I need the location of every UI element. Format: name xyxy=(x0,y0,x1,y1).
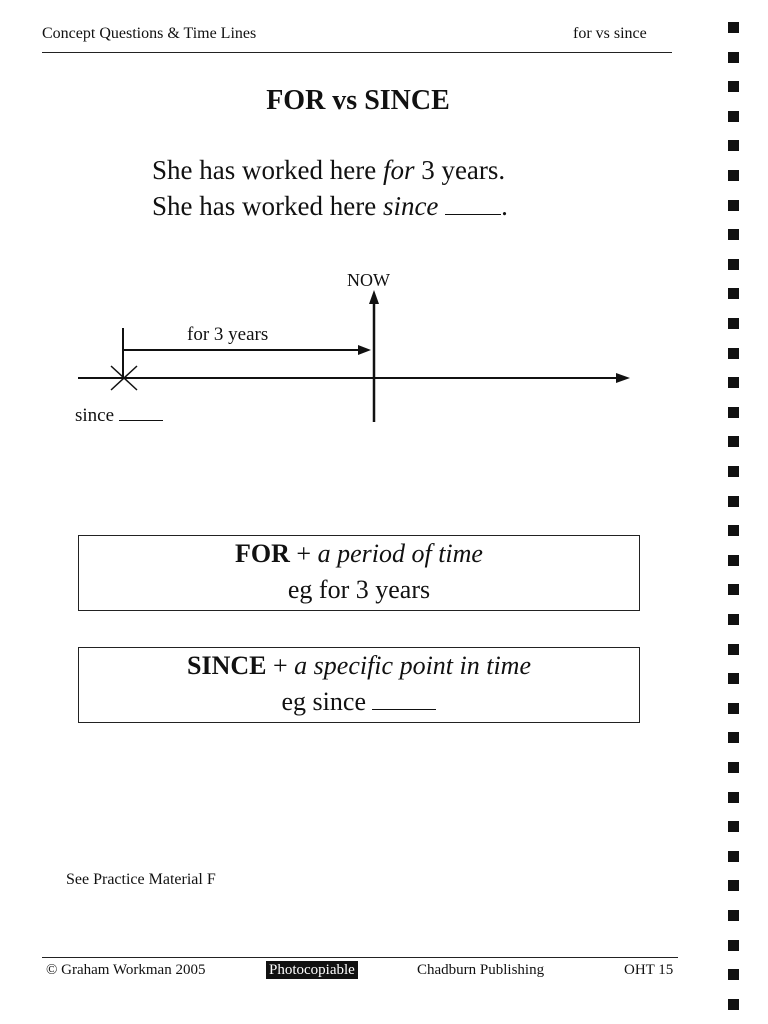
binding-hole xyxy=(728,111,739,122)
footer-page-id: OHT 15 xyxy=(624,962,674,978)
for-rule-plus: + xyxy=(289,539,318,568)
binding-hole xyxy=(728,81,739,92)
sentence-1-keyword: for xyxy=(382,155,415,185)
binding-hole xyxy=(728,673,739,684)
binding-hole xyxy=(728,140,739,151)
photocopiable-badge: Photocopiable xyxy=(266,961,358,979)
header-left: Concept Questions & Time Lines xyxy=(42,25,257,42)
binding-hole xyxy=(728,496,739,507)
binding-hole xyxy=(728,318,739,329)
for-rule-example: eg for 3 years xyxy=(287,575,431,604)
binding-hole xyxy=(728,999,739,1010)
since-rule-line xyxy=(79,648,639,684)
header-rule xyxy=(42,52,672,53)
footer-copyright: © Graham Workman 2005 xyxy=(46,962,206,978)
binding-hole xyxy=(728,170,739,181)
binding-hole xyxy=(728,821,739,832)
since-label-blank xyxy=(119,404,163,421)
sentence-1 xyxy=(152,155,505,186)
footer-rule xyxy=(42,957,678,958)
binding-hole xyxy=(728,200,739,211)
period-label: for 3 years xyxy=(187,324,269,345)
binding-hole xyxy=(728,229,739,240)
binding-hole xyxy=(728,466,739,477)
for-rule-box xyxy=(78,535,640,611)
for-rule-description: a period of time xyxy=(317,539,483,568)
since-label-text: since xyxy=(75,405,115,426)
footer-badge xyxy=(266,962,358,979)
sentence-2-prefix: She has worked here xyxy=(152,191,383,221)
sentence-2 xyxy=(152,191,508,222)
binding-hole xyxy=(728,52,739,63)
binding-hole xyxy=(728,969,739,980)
period-arrowhead xyxy=(358,345,371,355)
binding-hole xyxy=(728,436,739,447)
since-rule-blank xyxy=(372,687,436,710)
since-rule-description: a specific point in time xyxy=(294,651,531,680)
since-rule-example: eg since xyxy=(281,687,366,716)
binding-hole xyxy=(728,377,739,388)
now-label: NOW xyxy=(347,270,390,290)
sentence-1-prefix: She has worked here xyxy=(152,155,383,185)
since-rule-plus: + xyxy=(266,651,295,680)
for-rule-keyword: FOR xyxy=(235,539,290,568)
time-axis-arrowhead xyxy=(616,373,630,383)
practice-note: See Practice Material F xyxy=(66,871,216,888)
sentence-2-blank xyxy=(445,192,501,215)
binding-hole xyxy=(728,584,739,595)
binding-hole xyxy=(728,880,739,891)
binding-hole xyxy=(728,348,739,359)
binding-hole xyxy=(728,792,739,803)
now-arrowhead xyxy=(369,290,379,304)
binding-hole xyxy=(728,703,739,714)
page-title: FOR vs SINCE xyxy=(266,85,450,116)
header-right: for vs since xyxy=(573,25,647,42)
binding-hole xyxy=(728,910,739,921)
binding-hole xyxy=(728,22,739,33)
binding-hole xyxy=(728,614,739,625)
binding-hole xyxy=(728,644,739,655)
since-rule-example-line xyxy=(79,684,639,720)
sentence-2-suffix: . xyxy=(501,191,508,221)
sentence-1-suffix: 3 years. xyxy=(414,155,506,185)
since-rule-keyword: SINCE xyxy=(187,651,267,680)
sentence-2-keyword: since xyxy=(382,191,439,221)
binding-hole xyxy=(728,407,739,418)
binding-hole xyxy=(728,762,739,773)
binding-hole xyxy=(728,732,739,743)
for-rule-line xyxy=(79,536,639,572)
binding-hole xyxy=(728,259,739,270)
footer-publisher: Chadburn Publishing xyxy=(417,962,545,978)
binding-hole xyxy=(728,288,739,299)
binding-hole xyxy=(728,851,739,862)
binding-hole xyxy=(728,940,739,951)
since-rule-box xyxy=(78,647,640,723)
binding-hole xyxy=(728,525,739,536)
binding-hole xyxy=(728,555,739,566)
since-label xyxy=(75,404,163,427)
